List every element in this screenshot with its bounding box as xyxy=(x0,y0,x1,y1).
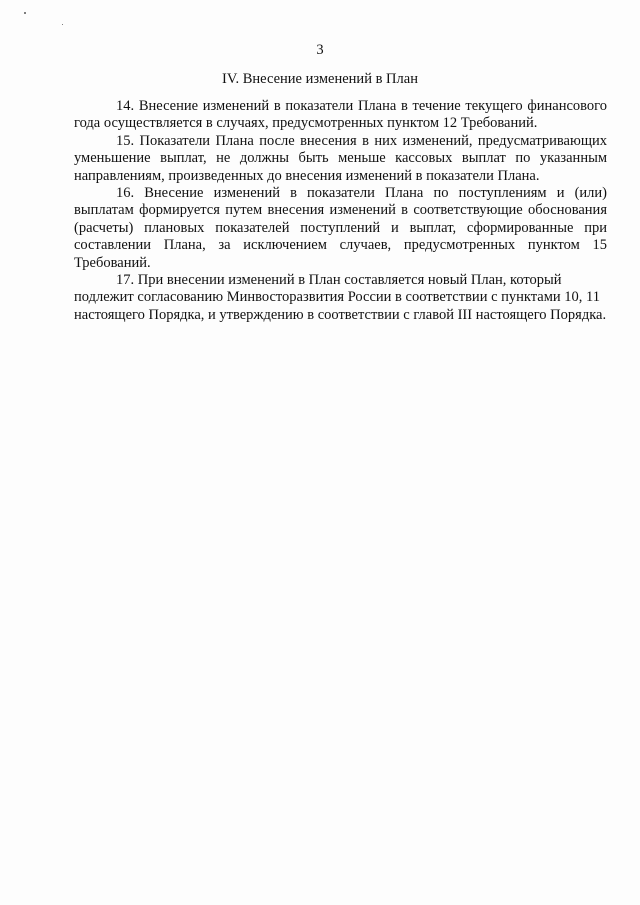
paragraph-16: 16. Внесение изменений в показатели Плана по поступлениям и (или) выплатам формируется путем внесения изменений в соответствующие обоснования (расчеты) плановых показателей поступлений и выплат, сформированные при составлении Плана, за исключением случаев, предусмотренных пунктом 15 Требований. xyxy=(74,185,607,271)
scan-speck xyxy=(24,12,26,14)
paragraph-14: 14. Внесение изменений в показатели Плана в течение текущего финансового года осуществляется в случаях, предусмотренных пунктом 12 Требований. xyxy=(74,98,607,132)
paragraph-17: 17. При внесении изменений в План составляется новый План, который подлежит согласованию Минвосторазвития России в соответствии с пунктами 10, 11 настоящего Порядка, и утверждению в соответствии с главой III настоящего Порядка. xyxy=(74,272,607,323)
page-number: 3 xyxy=(316,42,324,58)
paragraph-15: 15. Показатели Плана после внесения в них изменений, предусматривающих уменьшение выплат, не должны быть меньше кассовых выплат по указанным направлениям, произведенных до внесения изменений в показатели Плана. xyxy=(74,132,607,184)
scan-speck xyxy=(62,24,63,25)
section-heading: IV. Внесение изменений в План xyxy=(222,71,418,87)
document-body xyxy=(74,98,607,324)
